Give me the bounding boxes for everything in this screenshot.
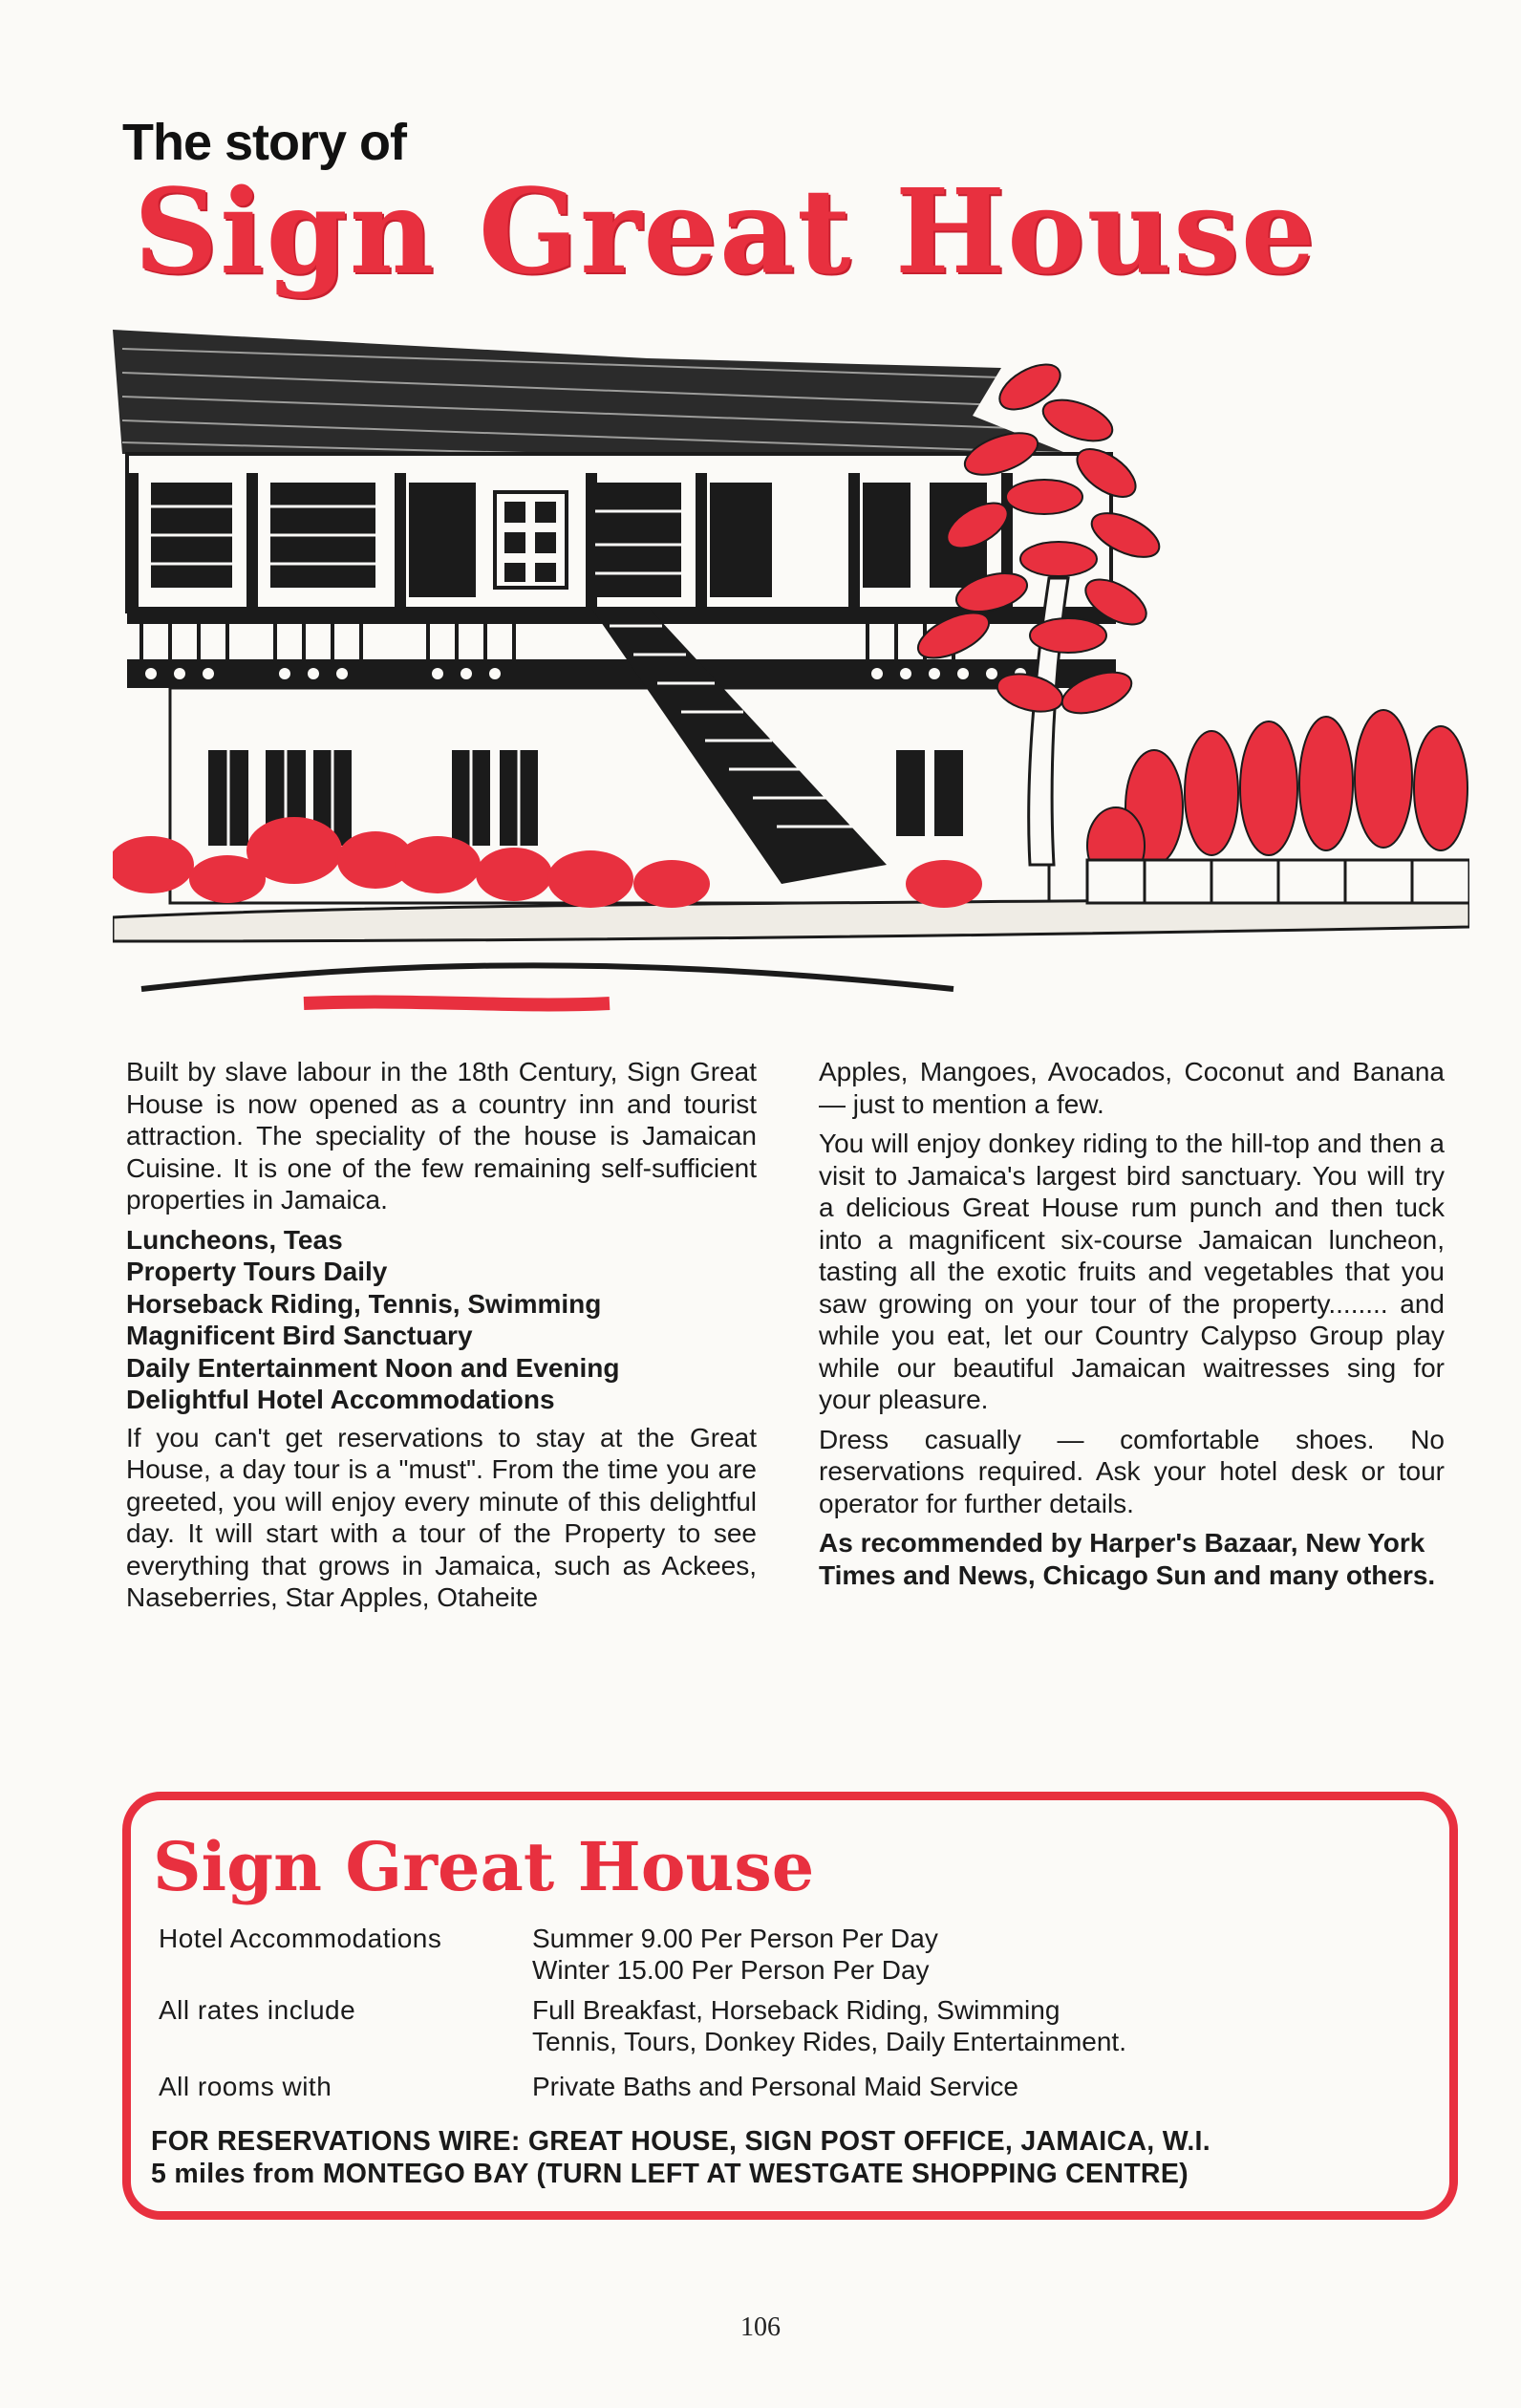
feature-list (126, 1224, 757, 1416)
body-column-right (819, 1056, 1445, 1599)
rate-label-accommodations: Hotel Accommodations (159, 1924, 442, 1953)
activities-paragraph: You will enjoy donkey riding to the hill-top and then a visit to Jamaica's largest bird sanctuary. You will try a delicious Great House rum punch and then tuck into a magnificent six-course Jamaican luncheon, tasting all the exotic fruits and vegetables that you saw growing on your tour of the property........ and while you eat, let our Country Calypso Group play while our beautiful Jamaican waitresses sing for your pleasure. (819, 1129, 1445, 1414)
rate-value-includes-2: Tennis, Tours, Donkey Rides, Daily Entertainment. (532, 2027, 1126, 2056)
feature-item: Horseback Riding, Tennis, Swimming (126, 1288, 602, 1319)
body-column-left (126, 1056, 757, 1622)
rate-value-rooms: Private Baths and Personal Maid Service (532, 2072, 1018, 2101)
kicker-heading: The story of (122, 114, 407, 171)
feature-item: Magnificent Bird Sanctuary (126, 1321, 473, 1350)
reservations-line: FOR RESERVATIONS WIRE: GREAT HOUSE, SIGN POST OFFICE, JAMAICA, W.I. (151, 2126, 1210, 2157)
rate-value-includes-1: Full Breakfast, Horseback Riding, Swimming (532, 1995, 1060, 2025)
feature-item: Daily Entertainment Noon and Evening (126, 1352, 620, 1383)
tour-paragraph: If you can't get reservations to stay at the Great House, a day tour is a "must". From the time you are greeted, you will enjoy every minute of this delightful day. It will start with a tour of the Property to see everything that grows in Jamaica, such as Ackees, Naseberries, Star Apples, Otaheite (126, 1422, 757, 1612)
feature-item: Delightful Hotel Accommodations (126, 1385, 555, 1414)
rates-box-title: Sign Great House (153, 1827, 815, 1906)
page-number: 106 (740, 2312, 781, 2342)
rate-value-summer: Summer 9.00 Per Person Per Day (532, 1924, 938, 1953)
intro-paragraph: Built by slave labour in the 18th Century, Sign Great House is now opened as a country inn and tourist attraction. The speciality of the house is Jamaican Cuisine. It is one of the few remaining self-sufficient properties in Jamaica. (126, 1057, 757, 1215)
recommendation-paragraph: As recommended by Harper's Bazaar, New York Times and News, Chicago Sun and many others. (819, 1528, 1436, 1590)
dress-paragraph: Dress casually — comfortable shoes. No reservations required. Ask your hotel desk or tour operator for further details. (819, 1424, 1445, 1518)
great-house-illustration (113, 330, 1469, 1051)
feature-item: Property Tours Daily (126, 1257, 388, 1286)
page-title: Sign Great House (134, 162, 1317, 300)
rate-label-rooms: All rooms with (159, 2072, 332, 2101)
fruits-continued-paragraph: Apples, Mangoes, Avocados, Coconut and Banana — just to mention a few. (819, 1057, 1445, 1119)
feature-item: Luncheons, Teas (126, 1224, 343, 1255)
rate-value-winter: Winter 15.00 Per Person Per Day (532, 1955, 930, 1985)
directions-line: 5 miles from MONTEGO BAY (TURN LEFT AT WESTGATE SHOPPING CENTRE) (151, 2159, 1189, 2189)
rate-label-includes: All rates include (159, 1995, 356, 2025)
